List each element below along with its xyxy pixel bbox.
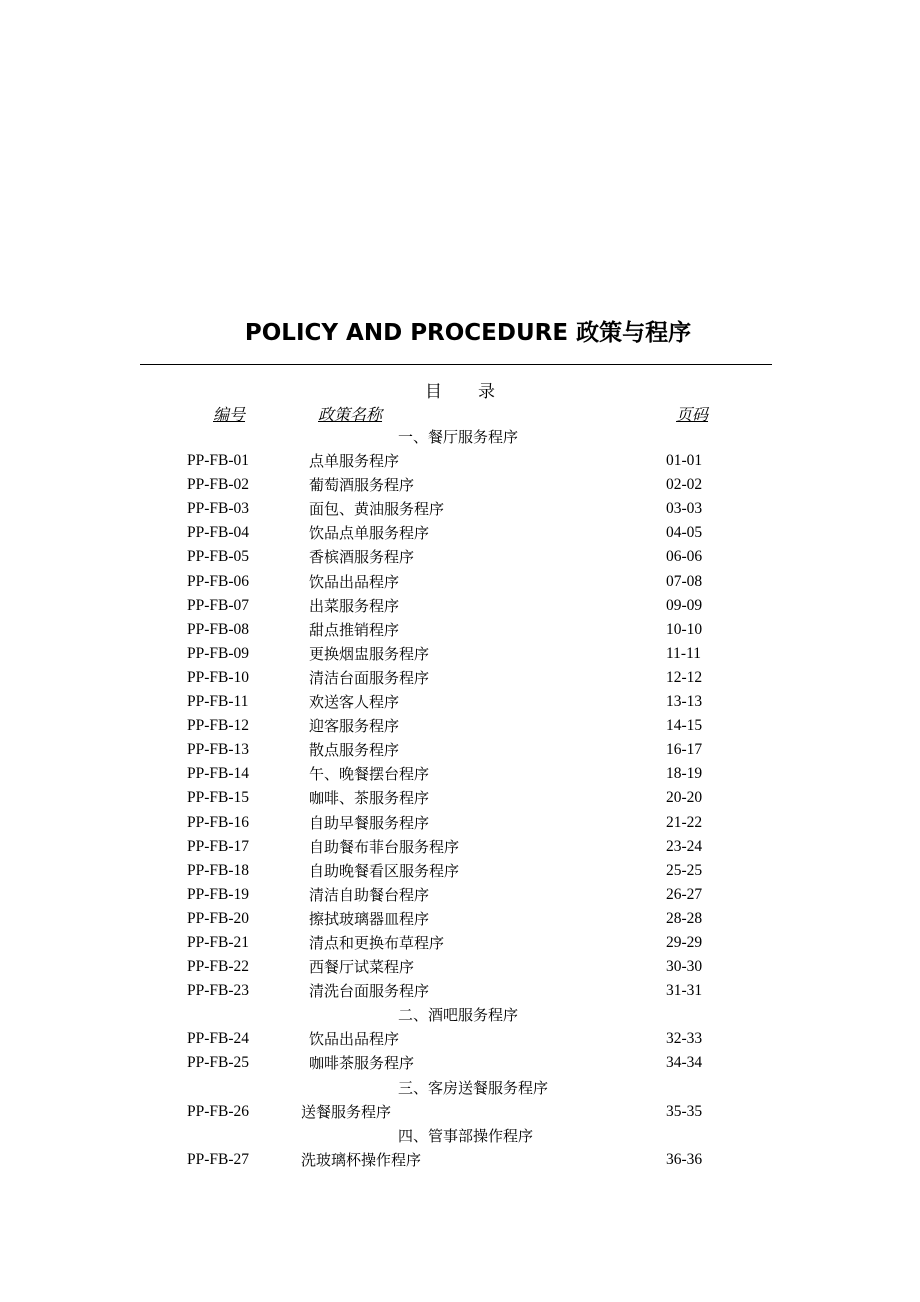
entry-code: PP-FB-14 — [187, 765, 250, 783]
entry-code: PP-FB-16 — [187, 813, 250, 831]
toc-entry — [0, 642, 920, 666]
entry-name: 饮品点单服务程序 — [309, 524, 430, 543]
entry-name: 自助餐布菲台服务程序 — [309, 837, 460, 856]
column-header-pages: 页码 — [676, 405, 709, 424]
entry-name: 饮品出品程序 — [309, 572, 400, 591]
entry-code: PP-FB-27 — [187, 1150, 250, 1168]
toc-entry — [0, 907, 920, 931]
toc-heading-right: 录 — [478, 382, 495, 402]
entry-name: 更换烟盅服务程序 — [309, 644, 430, 663]
entry-pages: 14-15 — [666, 717, 703, 735]
entry-name: 清洗台面服务程序 — [309, 982, 430, 1001]
toc-entry — [0, 521, 920, 545]
toc-entry — [0, 497, 920, 521]
entry-name: 甜点推销程序 — [309, 620, 400, 639]
toc-entry — [0, 1051, 920, 1075]
entry-pages: 18-19 — [666, 765, 703, 783]
toc-entry — [0, 545, 920, 569]
entry-code: PP-FB-15 — [187, 789, 250, 807]
document-title: POLICY AND PROCEDURE 政策与程序 — [244, 320, 692, 346]
entry-pages: 35-35 — [666, 1102, 703, 1120]
entry-code: PP-FB-24 — [187, 1030, 250, 1048]
toc-entry — [0, 835, 920, 859]
entry-name: 咖啡茶服务程序 — [309, 1054, 415, 1073]
toc-section-heading — [0, 425, 920, 449]
entry-name: 清洁台面服务程序 — [309, 668, 430, 687]
entry-pages: 06-06 — [666, 548, 703, 566]
toc-entry — [0, 618, 920, 642]
entry-code: PP-FB-25 — [187, 1054, 250, 1072]
toc-entry — [0, 714, 920, 738]
title-divider — [140, 364, 772, 365]
entry-code: PP-FB-23 — [187, 982, 250, 1000]
toc-entry — [0, 859, 920, 883]
entry-pages: 07-08 — [666, 572, 703, 590]
entry-name: 散点服务程序 — [309, 741, 400, 760]
toc-entry — [0, 473, 920, 497]
entry-pages: 36-36 — [666, 1150, 703, 1168]
entry-name: 清洁自助餐台程序 — [309, 885, 430, 904]
entry-code: PP-FB-11 — [187, 693, 249, 711]
entry-name: 咖啡、茶服务程序 — [309, 789, 430, 808]
toc-entry — [0, 449, 920, 473]
column-header-name: 政策名称 — [318, 405, 383, 424]
entry-pages: 26-27 — [666, 885, 703, 903]
column-header-code: 编号 — [213, 405, 246, 424]
entry-pages: 12-12 — [666, 668, 703, 686]
entry-code: PP-FB-10 — [187, 668, 250, 686]
entry-name: 出菜服务程序 — [309, 596, 400, 615]
entry-code: PP-FB-21 — [187, 933, 250, 951]
entry-pages: 04-05 — [666, 524, 703, 542]
entry-code: PP-FB-20 — [187, 909, 250, 927]
entry-code: PP-FB-13 — [187, 741, 250, 759]
entry-pages: 23-24 — [666, 837, 703, 855]
entry-code: PP-FB-18 — [187, 861, 250, 879]
entry-name: 香槟酒服务程序 — [309, 548, 415, 567]
entry-code: PP-FB-08 — [187, 620, 250, 638]
toc-entry — [0, 811, 920, 835]
entry-code: PP-FB-01 — [187, 452, 250, 470]
entry-pages: 11-11 — [666, 644, 702, 662]
entry-code: PP-FB-26 — [187, 1102, 250, 1120]
toc-entry — [0, 979, 920, 1003]
entry-pages: 34-34 — [666, 1054, 703, 1072]
toc-entry — [0, 883, 920, 907]
entry-code: PP-FB-17 — [187, 837, 250, 855]
entry-code: PP-FB-04 — [187, 524, 250, 542]
entry-code: PP-FB-09 — [187, 644, 250, 662]
toc-entry — [0, 931, 920, 955]
entry-pages: 21-22 — [666, 813, 703, 831]
entry-pages: 02-02 — [666, 476, 703, 494]
entry-pages: 32-33 — [666, 1030, 703, 1048]
entry-pages: 13-13 — [666, 693, 703, 711]
entry-pages: 01-01 — [666, 452, 703, 470]
toc-entry — [0, 690, 920, 714]
toc-entry — [0, 955, 920, 979]
entry-code: PP-FB-07 — [187, 596, 250, 614]
section-label: 二、酒吧服务程序 — [398, 1006, 519, 1025]
entry-code: PP-FB-22 — [187, 958, 250, 976]
entry-name: 点单服务程序 — [309, 452, 400, 471]
entry-pages: 16-17 — [666, 741, 703, 759]
entry-pages: 28-28 — [666, 909, 703, 927]
toc-entry — [0, 738, 920, 762]
toc-entry — [0, 594, 920, 618]
entry-name: 面包、黄油服务程序 — [309, 500, 445, 519]
entry-name: 擦拭玻璃器皿程序 — [309, 909, 430, 928]
entry-name: 迎客服务程序 — [309, 717, 400, 736]
entry-name: 洗玻璃杯操作程序 — [301, 1150, 422, 1169]
entry-code: PP-FB-06 — [187, 572, 250, 590]
entry-name: 自助早餐服务程序 — [309, 813, 430, 832]
toc-heading — [0, 377, 920, 402]
entry-pages: 10-10 — [666, 620, 703, 638]
entry-pages: 09-09 — [666, 596, 703, 614]
entry-pages: 29-29 — [666, 933, 703, 951]
entry-pages: 25-25 — [666, 861, 703, 879]
toc-entry — [0, 1100, 920, 1124]
toc-section-heading — [0, 1124, 920, 1148]
entry-name: 西餐厅试菜程序 — [309, 958, 415, 977]
entry-code: PP-FB-05 — [187, 548, 250, 566]
entry-name: 欢送客人程序 — [309, 693, 400, 712]
toc-section-heading — [0, 1076, 920, 1100]
section-label: 四、管事部操作程序 — [398, 1126, 534, 1145]
entry-code: PP-FB-02 — [187, 476, 250, 494]
entry-pages: 30-30 — [666, 958, 703, 976]
entry-code: PP-FB-19 — [187, 885, 250, 903]
entry-pages: 20-20 — [666, 789, 703, 807]
entry-name: 送餐服务程序 — [301, 1102, 392, 1121]
entry-code: PP-FB-12 — [187, 717, 250, 735]
toc-entry — [0, 666, 920, 690]
section-label: 三、客房送餐服务程序 — [398, 1078, 549, 1097]
toc-entry — [0, 570, 920, 594]
toc-entry — [0, 786, 920, 810]
toc-entry — [0, 1148, 920, 1172]
entry-name: 午、晚餐摆台程序 — [309, 765, 430, 784]
entry-code: PP-FB-03 — [187, 500, 250, 518]
toc-entry — [0, 1027, 920, 1051]
toc-section-heading — [0, 1003, 920, 1027]
entry-name: 自助晚餐看区服务程序 — [309, 861, 460, 880]
toc-entry — [0, 762, 920, 786]
toc-list — [0, 425, 920, 1172]
entry-pages: 03-03 — [666, 500, 703, 518]
entry-name: 葡萄酒服务程序 — [309, 476, 415, 495]
entry-name: 饮品出品程序 — [309, 1030, 400, 1049]
entry-name: 清点和更换布草程序 — [309, 933, 445, 952]
section-label: 一、餐厅服务程序 — [398, 428, 519, 446]
entry-pages: 31-31 — [666, 982, 703, 1000]
toc-heading-left: 目 — [425, 382, 442, 402]
